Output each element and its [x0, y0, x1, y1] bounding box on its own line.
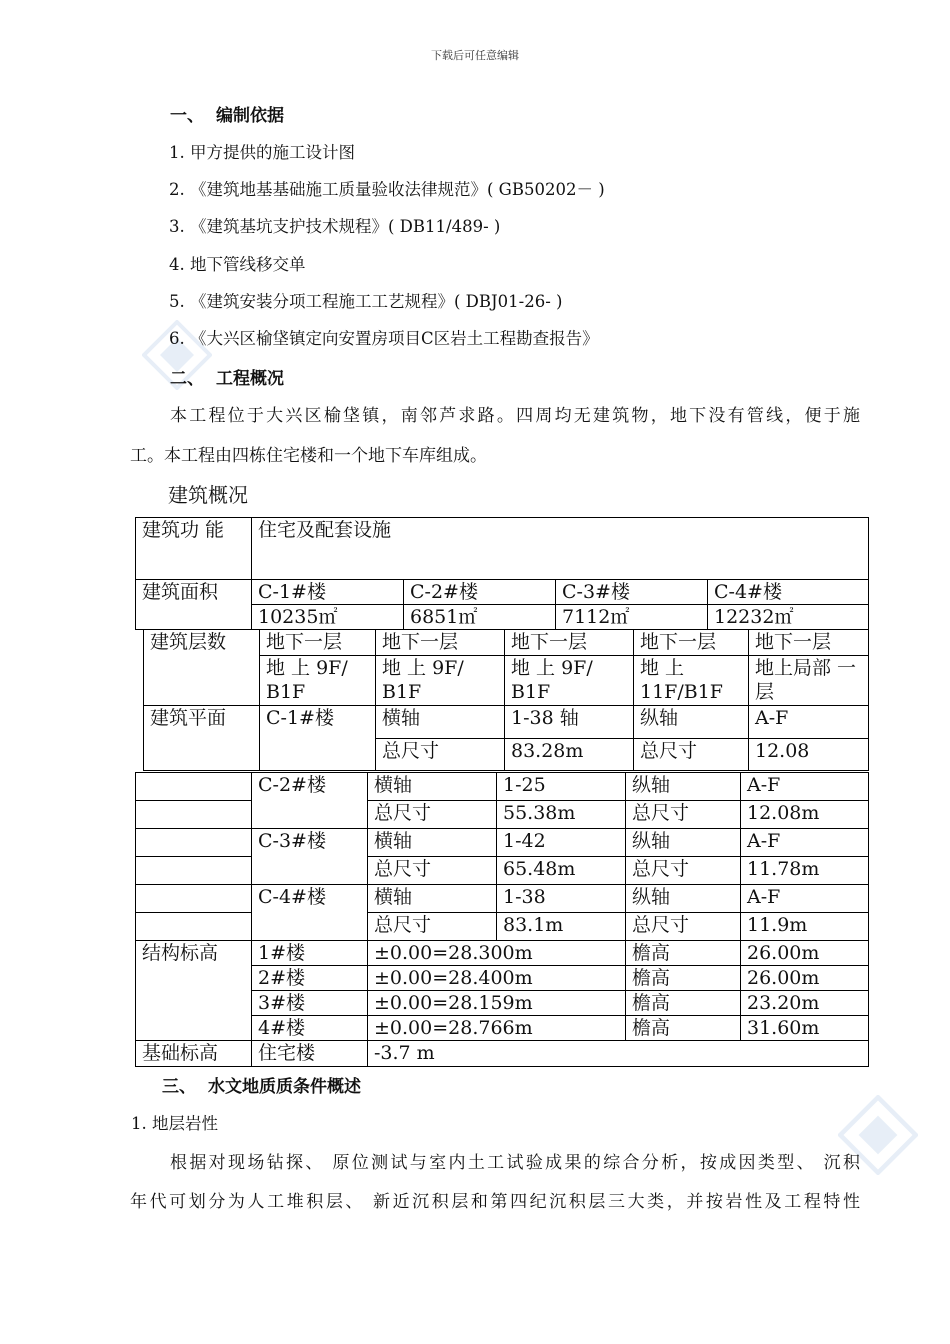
building-overview-table-top: [135, 517, 869, 630]
plan-c2-h-range: 1-25: [497, 773, 626, 801]
section1-number: 一、: [170, 106, 204, 126]
area-building-c4: C-4#楼: [708, 580, 869, 605]
floors-c4-above: 地 上 11F/B1F: [634, 656, 749, 706]
area-building-c2: C-2#楼: [404, 580, 556, 605]
strata-paragraph-line1: 根据对现场钻探、 原位测试与室内土工试验成果的综合分析，按成因类型、 沉积: [170, 1153, 860, 1173]
section3-number: 三、: [162, 1077, 196, 1097]
table-caption: 建筑概况: [168, 483, 248, 507]
plan-c3-h-size: 65.48m: [497, 857, 626, 885]
area-value-c3: 7112㎡: [556, 605, 708, 630]
elev-eave-label-2: 檐高: [626, 966, 741, 991]
plan-c3-v-axis: 纵轴: [626, 829, 741, 857]
section2-title: 工程概况: [216, 369, 284, 389]
basis-item-1: 1. 甲方提供的施工设计图: [169, 143, 355, 162]
elev-zero-4: ±0.00=28.766m: [368, 1016, 626, 1041]
elev-eave-label-4: 檐高: [626, 1016, 741, 1041]
plan-c1-h-range: 1-38 轴: [505, 706, 634, 739]
plan-c1-h-axis: 横轴: [376, 706, 505, 739]
function-value: 住宅及配套设施: [252, 518, 869, 580]
basis-item-6: 6. 《大兴区榆垡镇定向安置房项目C区岩土工程勘查报告》: [169, 329, 599, 348]
floors-c1-above: 地 上 9F/ B1F: [260, 656, 376, 706]
elev-eave-label-3: 檐高: [626, 991, 741, 1016]
plan-c2-h-size: 55.38m: [497, 801, 626, 829]
floors-c3-above: 地 上 9F/ B1F: [505, 656, 634, 706]
floors-c3-underground: 地下一层: [505, 630, 634, 656]
plan-c1-h-size: 83.28m: [505, 739, 634, 771]
plan-c2-blank-1: [136, 773, 252, 801]
floors-garage-above: 地上局部 一层: [749, 656, 869, 706]
elev-zero-2: ±0.00=28.400m: [368, 966, 626, 991]
plan-c2-v-size: 12.08m: [741, 801, 869, 829]
elev-building-2: 2#楼: [252, 966, 368, 991]
elev-building-3: 3#楼: [252, 991, 368, 1016]
plan-c1-size-label: 总尺寸: [376, 739, 505, 771]
plan-c2-building: C-2#楼: [252, 773, 368, 829]
basis-item-2: 2. 《建筑地基基础施工质量验收法律规范》( GB50202－ ): [169, 180, 605, 199]
strata-paragraph-line2: 年代可划分为人工堆积层、 新近沉积层和第四纪沉积层三大类，并按岩性及工程特性: [130, 1192, 860, 1212]
plan-c1-v-axis: 纵轴: [634, 706, 749, 739]
floors-c4-underground: 地下一层: [634, 630, 749, 656]
area-value-c2: 6851㎡: [404, 605, 556, 630]
page-header: 下载后可任意编辑: [431, 49, 519, 62]
plan-c1-building: C-1#楼: [260, 706, 376, 771]
elev-zero-1: ±0.00=28.300m: [368, 941, 626, 966]
floors-c2-above: 地 上 9F/ B1F: [376, 656, 505, 706]
plan-c3-size-label: 总尺寸: [368, 857, 497, 885]
floors-label: 建筑层数: [144, 630, 260, 706]
plan-c4-h-axis: 横轴: [368, 885, 497, 913]
elevation-label: 结构标高: [136, 941, 252, 1041]
floors-c2-underground: 地下一层: [376, 630, 505, 656]
overview-paragraph-line1: 本工程位于大兴区榆垡镇，南邻芦求路。四周均无建筑物，地下没有管线，便于施: [170, 406, 860, 426]
plan-c3-v-range: A-F: [741, 829, 869, 857]
plan-c3-building: C-3#楼: [252, 829, 368, 885]
elev-eave-label-1: 檐高: [626, 941, 741, 966]
area-label: 建筑面积: [136, 580, 252, 630]
plan-c2-v-axis: 纵轴: [626, 773, 741, 801]
section1-title: 编制依据: [216, 106, 284, 126]
plan-c2-h-axis: 横轴: [368, 773, 497, 801]
plan-c4-v-range: A-F: [741, 885, 869, 913]
area-building-c1: C-1#楼: [252, 580, 404, 605]
floors-c1-underground: 地下一层: [260, 630, 376, 656]
plan-c4-h-size: 83.1m: [497, 913, 626, 941]
plan-c4-blank-2: [136, 913, 252, 941]
plan-c1-v-size: 12.08: [749, 739, 869, 771]
plan-c2-v-size-label: 总尺寸: [626, 801, 741, 829]
plan-c4-h-range: 1-38: [497, 885, 626, 913]
elev-eave-1: 26.00m: [741, 941, 869, 966]
foundation-building: 住宅楼: [252, 1041, 368, 1067]
plan-c1-v-range: A-F: [749, 706, 869, 739]
plan-c3-blank-1: [136, 829, 252, 857]
area-building-c3: C-3#楼: [556, 580, 708, 605]
overview-paragraph-line2: 工。本工程由四栋住宅楼和一个地下车库组成。: [130, 446, 487, 466]
section2-number: 二、: [170, 369, 204, 389]
plan-c4-v-size-label: 总尺寸: [626, 913, 741, 941]
section3-title: 水文地质质条件概述: [208, 1077, 361, 1097]
area-value-c4: 12232㎡: [708, 605, 869, 630]
function-label: 建筑功 能: [136, 518, 252, 580]
plan-c1-v-size-label: 总尺寸: [634, 739, 749, 771]
plan-c4-blank-1: [136, 885, 252, 913]
elev-eave-2: 26.00m: [741, 966, 869, 991]
plan-c4-v-size: 11.9m: [741, 913, 869, 941]
plan-c2-v-range: A-F: [741, 773, 869, 801]
area-value-c1: 10235㎡: [252, 605, 404, 630]
elev-building-1: 1#楼: [252, 941, 368, 966]
elev-eave-4: 31.60m: [741, 1016, 869, 1041]
foundation-value: -3.7 m: [368, 1041, 869, 1067]
building-overview-table-middle: [143, 629, 869, 771]
plan-c3-v-size-label: 总尺寸: [626, 857, 741, 885]
plan-c4-size-label: 总尺寸: [368, 913, 497, 941]
strata-subtitle: 1. 地层岩性: [131, 1114, 218, 1133]
plan-c3-h-axis: 横轴: [368, 829, 497, 857]
basis-item-4: 4. 地下管线移交单: [169, 255, 306, 274]
plan-c3-h-range: 1-42: [497, 829, 626, 857]
plan-c4-building: C-4#楼: [252, 885, 368, 941]
plan-c2-size-label: 总尺寸: [368, 801, 497, 829]
plan-c3-blank-2: [136, 857, 252, 885]
floors-garage-underground: 地下一层: [749, 630, 869, 656]
basis-item-5: 5. 《建筑安装分项工程施工工艺规程》( DBJ01-26- ): [169, 292, 563, 311]
plan-c2-blank-2: [136, 801, 252, 829]
plan-c3-v-size: 11.78m: [741, 857, 869, 885]
elev-eave-3: 23.20m: [741, 991, 869, 1016]
elev-building-4: 4#楼: [252, 1016, 368, 1041]
building-overview-table-bottom: [135, 772, 869, 1067]
basis-item-3: 3. 《建筑基坑支护技术规程》( DB11/489- ): [169, 217, 501, 236]
foundation-label: 基础标高: [136, 1041, 252, 1067]
plan-label: 建筑平面: [144, 706, 260, 771]
elev-zero-3: ±0.00=28.159m: [368, 991, 626, 1016]
plan-c4-v-axis: 纵轴: [626, 885, 741, 913]
